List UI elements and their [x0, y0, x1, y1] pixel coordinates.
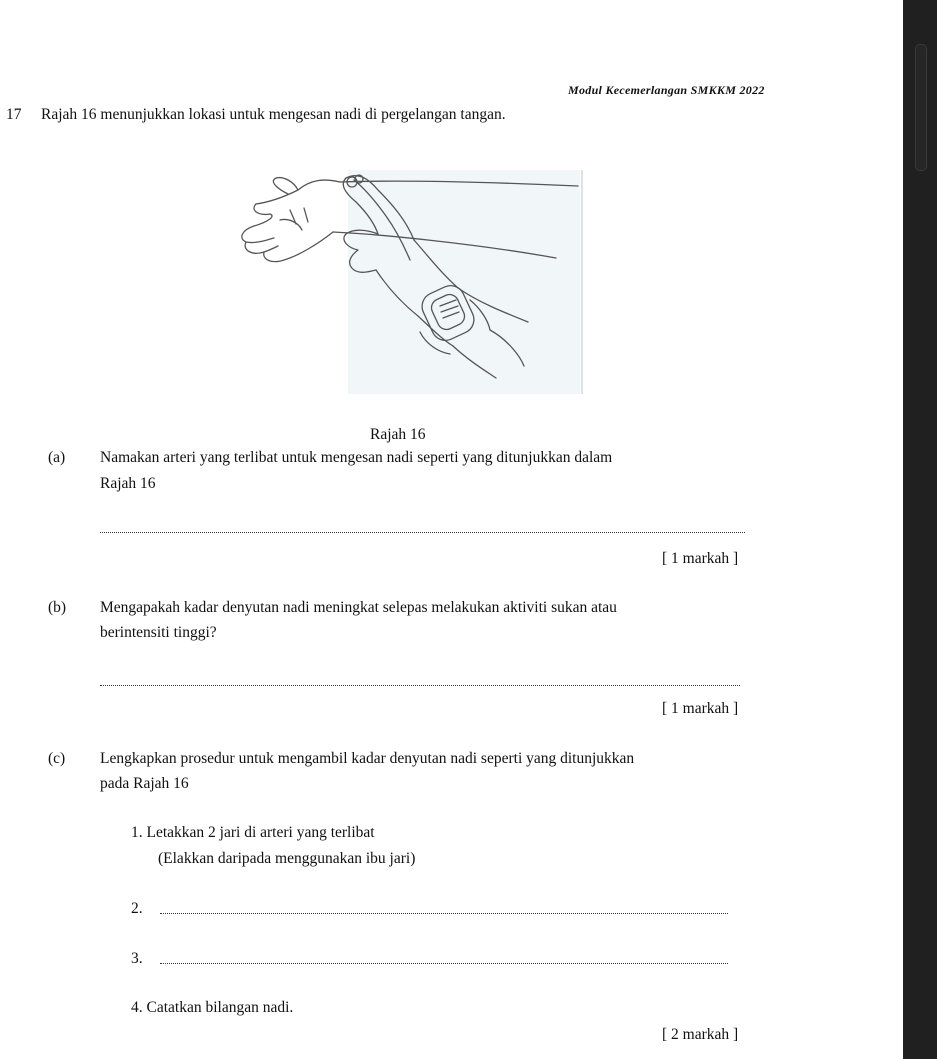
question-stem: Rajah 16 menunjukkan lokasi untuk mengesan nadi di pergelangan tangan.	[41, 106, 506, 123]
part-c-label: (c)	[48, 750, 66, 767]
question-number: 17	[6, 106, 22, 123]
part-c-question-line2: pada Rajah 16	[100, 775, 189, 792]
part-b-question-line2: berintensiti tinggi?	[100, 624, 217, 641]
step-4: 4. Catatkan bilangan nadi.	[131, 999, 294, 1016]
part-a-question-line1: Namakan arteri yang terlibat untuk mengesan nadi seperti yang ditunjukkan dalam	[100, 449, 613, 466]
part-a-answer-line[interactable]	[100, 532, 745, 533]
part-a-question-line2: Rajah 16	[100, 475, 156, 492]
part-b-question-line1: Mengapakah kadar denyutan nadi meningkat selepas melakukan aktiviti sukan atau	[100, 599, 617, 616]
part-a-label: (a)	[48, 449, 66, 466]
right-scroll-panel[interactable]	[903, 0, 937, 1059]
wrist-pulse-figure	[228, 160, 588, 396]
part-b-marks: [ 1 markah ]	[662, 700, 739, 717]
part-c-marks: [ 2 markah ]	[662, 1026, 739, 1043]
part-b-label: (b)	[48, 599, 67, 616]
step-1-note: (Elakkan daripada menggunakan ibu jari)	[158, 850, 416, 867]
wrist-pulse-illustration	[228, 160, 588, 396]
part-a-marks: [ 1 markah ]	[662, 550, 739, 567]
part-c-question-line1: Lengkapkan prosedur untuk mengambil kadar denyutan nadi seperti yang ditunjukkan	[100, 750, 635, 767]
step-3-number: 3.	[131, 950, 143, 967]
part-b-answer-line[interactable]	[100, 685, 740, 686]
module-header: Modul Kecemerlangan SMKKM 2022	[568, 83, 765, 97]
figure-caption: Rajah 16	[370, 426, 426, 443]
scrollbar-thumb[interactable]	[915, 44, 927, 171]
step-2-number: 2.	[131, 900, 143, 917]
step-1: 1. Letakkan 2 jari di arteri yang terlibat	[131, 824, 375, 841]
step-3-answer-line[interactable]	[160, 963, 728, 964]
step-2-answer-line[interactable]	[160, 913, 728, 914]
